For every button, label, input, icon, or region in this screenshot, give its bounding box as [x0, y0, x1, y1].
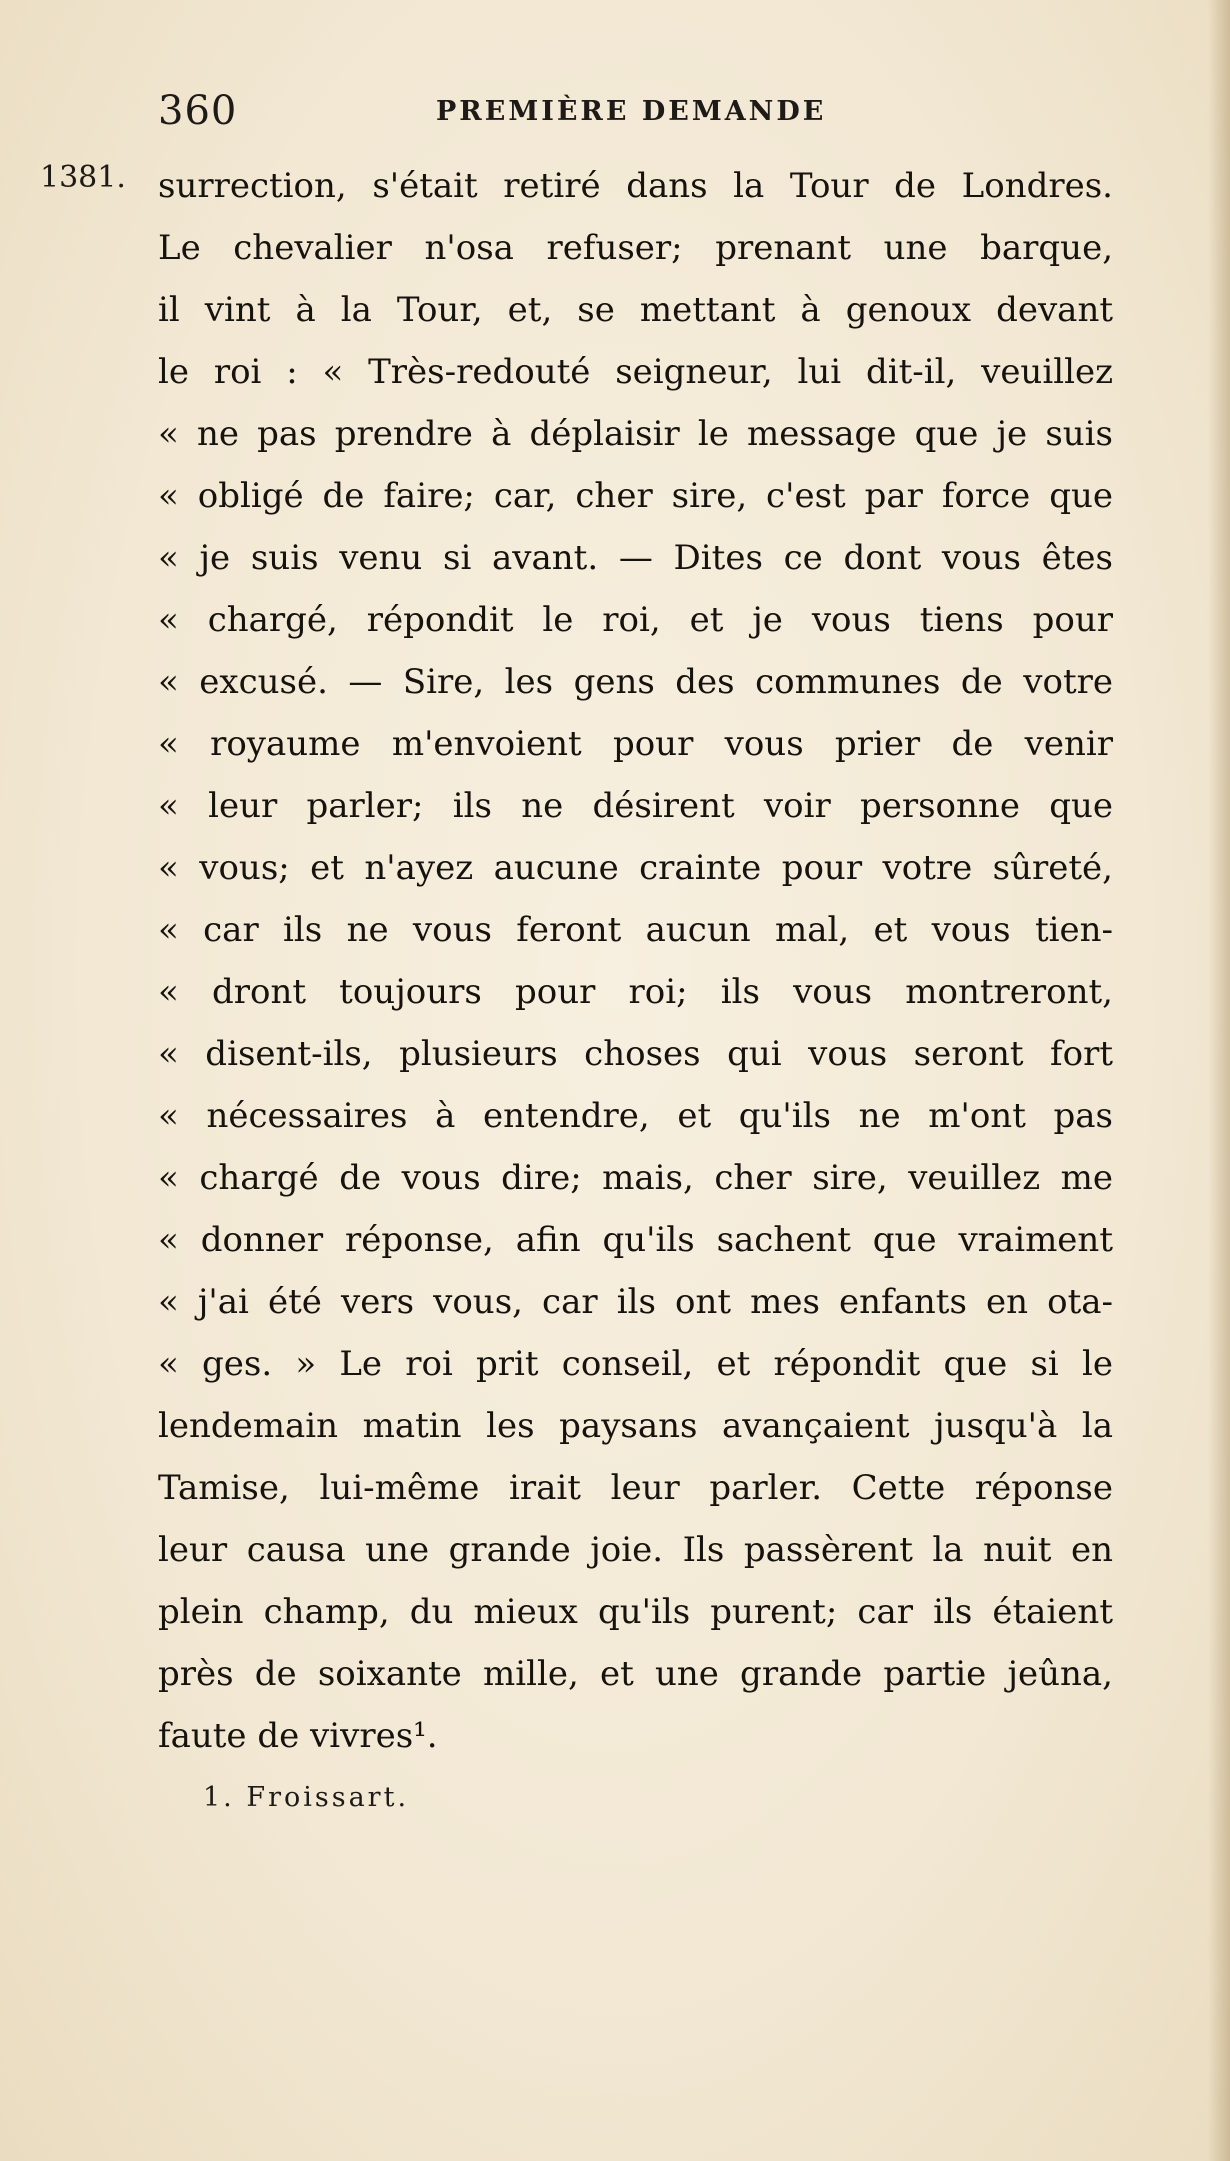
text-line: « obligé de faire; car, cher sire, c'est par force que — [158, 476, 1113, 516]
text-line: « donner réponse, afin qu'ils sachent que vraiment — [158, 1220, 1113, 1260]
text-line: « dront toujours pour roi; ils vous montreront, — [158, 972, 1113, 1012]
text-line: « ne pas prendre à déplaisir le message que je suis — [158, 414, 1113, 454]
text-line: surrection, s'était retiré dans la Tour de Londres. — [158, 166, 1113, 206]
body-text — [158, 155, 1113, 1767]
page-header — [158, 88, 1158, 148]
text-line: Tamise, lui-même irait leur parler. Cette réponse — [158, 1468, 1113, 1508]
text-line: faute de vivres¹. — [158, 1716, 438, 1756]
text-line: près de soixante mille, et une grande partie jeûna, — [158, 1654, 1113, 1694]
text-line: « disent-ils, plusieurs choses qui vous seront fort — [158, 1034, 1113, 1074]
text-line: « excusé. — Sire, les gens des communes de votre — [158, 662, 1113, 702]
page-edge-shadow — [1208, 0, 1230, 2161]
text-line: il vint à la Tour, et, se mettant à genoux devant — [158, 290, 1113, 330]
text-line: plein champ, du mieux qu'ils purent; car ils étaient — [158, 1592, 1113, 1632]
text-line: « car ils ne vous feront aucun mal, et vous tien- — [158, 910, 1113, 950]
text-line: lendemain matin les paysans avançaient jusqu'à la — [158, 1406, 1113, 1446]
running-title: PREMIÈRE DEMANDE — [436, 96, 827, 127]
text-line: « je suis venu si avant. — Dites ce dont vous êtes — [158, 538, 1113, 578]
text-line: leur causa une grande joie. Ils passèrent la nuit en — [158, 1530, 1113, 1570]
page-number: 360 — [158, 88, 238, 134]
text-line: Le chevalier n'osa refuser; prenant une barque, — [158, 228, 1113, 268]
text-line: « chargé, répondit le roi, et je vous tiens pour — [158, 600, 1113, 640]
text-line: « leur parler; ils ne désirent voir personne que — [158, 786, 1113, 826]
text-line: « nécessaires à entendre, et qu'ils ne m'ont pas — [158, 1096, 1113, 1136]
text-line: « vous; et n'ayez aucune crainte pour votre sûreté, — [158, 848, 1113, 888]
footnote: 1. Froissart. — [203, 1782, 410, 1813]
text-line: « royaume m'envoient pour vous prier de venir — [158, 724, 1113, 764]
text-line: « chargé de vous dire; mais, cher sire, veuillez me — [158, 1158, 1113, 1198]
text-line: « ges. » Le roi prit conseil, et répondit que si le — [158, 1344, 1113, 1384]
margin-year-note: 1381. — [40, 160, 126, 195]
text-line: « j'ai été vers vous, car ils ont mes enfants en ota- — [158, 1282, 1113, 1322]
text-line: le roi : « Très-redouté seigneur, lui dit-il, veuillez — [158, 352, 1113, 392]
